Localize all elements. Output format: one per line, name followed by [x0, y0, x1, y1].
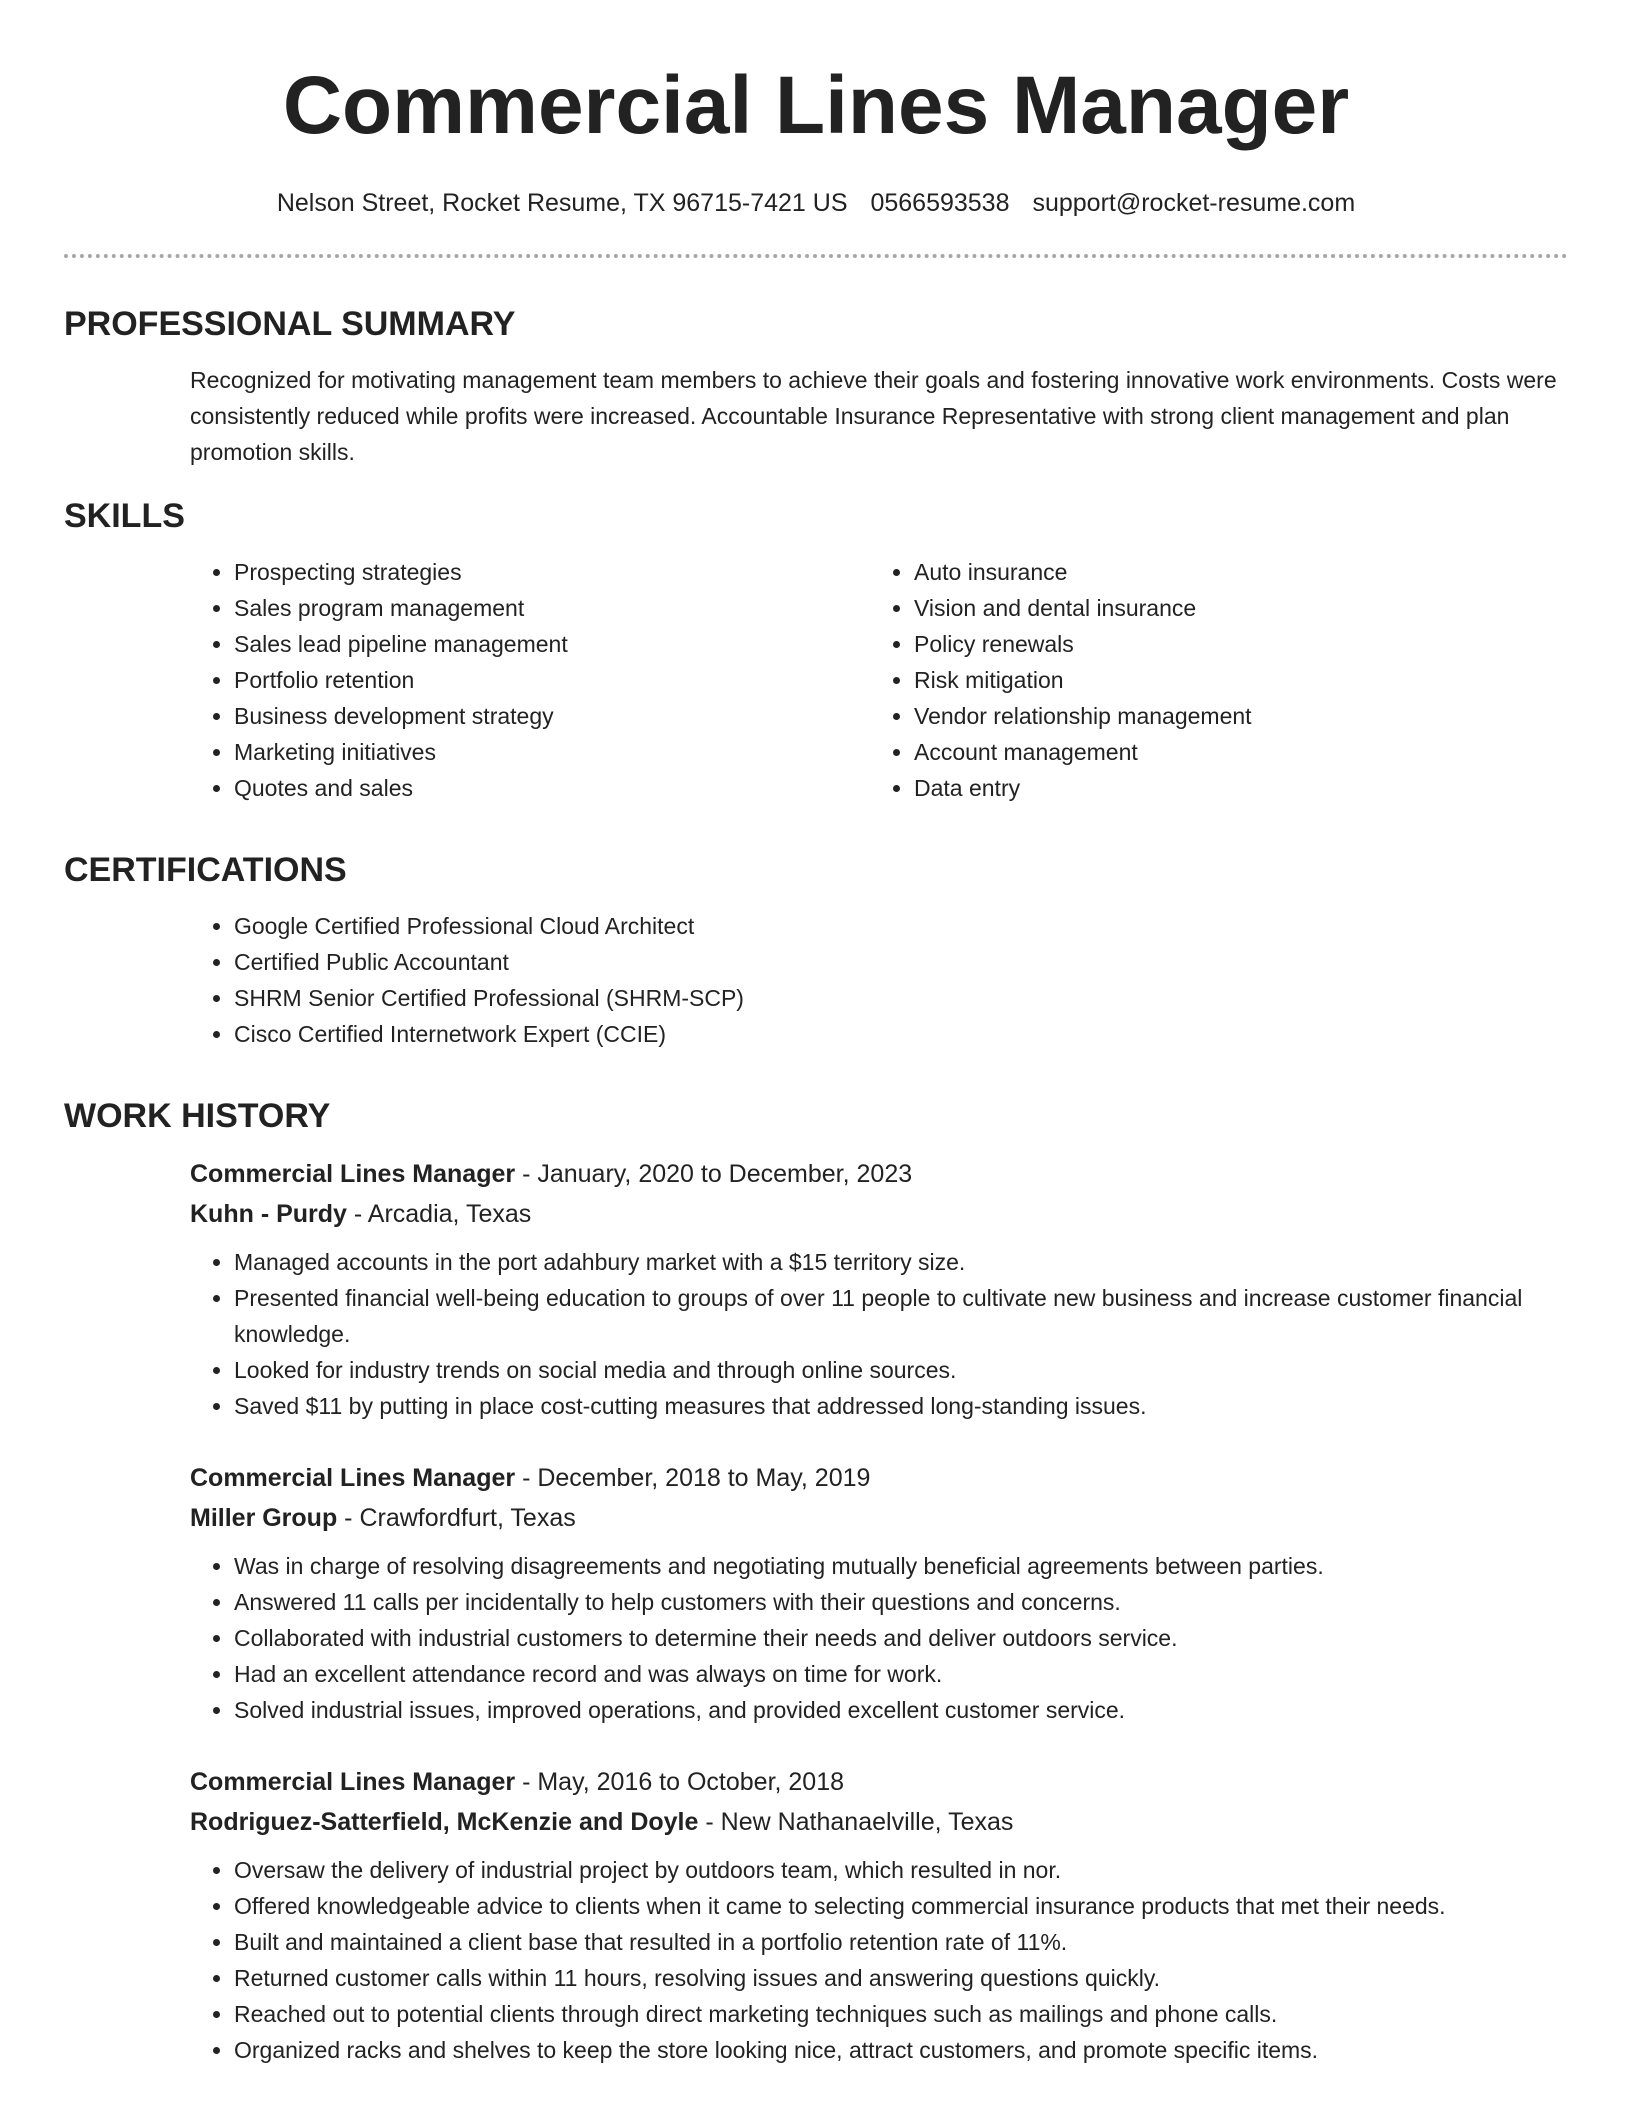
job-company: Kuhn - Purdy [190, 1200, 347, 1228]
job-role: Commercial Lines Manager [190, 1768, 516, 1796]
header-divider [64, 254, 1568, 258]
skill-item: • Business development strategy [234, 698, 870, 734]
candidate-name: Commercial Lines Manager [282, 60, 1350, 151]
skill-item: • Account management [914, 734, 1550, 770]
job-duty-item: • Answered 11 calls per incidentally to help customers with their questions and concerns. [234, 1584, 1568, 1620]
skill-item: • Sales lead pipeline management [234, 626, 870, 662]
skills-list-right [870, 554, 1550, 806]
skill-item: • Risk mitigation [914, 662, 1550, 698]
work-history-heading: WORK HISTORY [64, 1097, 331, 1135]
contact-line [64, 188, 1568, 218]
skill-item: • Prospecting strategies [234, 554, 870, 590]
contact-phone: 0566593538 [870, 189, 1010, 217]
job-duty-item: • Offered knowledgeable advice to clients when it came to selecting commercial insurance products that met their needs. [234, 1888, 1568, 1924]
job-duties-list [190, 1852, 1568, 2068]
job-entry [190, 1458, 1568, 1728]
job-duty-item: • Returned customer calls within 11 hours, resolving issues and answering questions quickly. [234, 1960, 1568, 1996]
job-dates: - January, 2020 to December, 2023 [515, 1160, 913, 1188]
skills-column-right [870, 554, 1550, 806]
job-company-line [190, 1194, 1568, 1234]
summary-body [64, 362, 1568, 470]
job-duty-item: • Had an excellent attendance record and was always on time for work. [234, 1656, 1568, 1692]
job-location: - New Nathanaelville, Texas [698, 1808, 1014, 1836]
job-location: - Arcadia, Texas [346, 1200, 532, 1228]
skill-item: • Auto insurance [914, 554, 1550, 590]
job-duty-item: • Built and maintained a client base that resulted in a portfolio retention rate of 11%. [234, 1924, 1568, 1960]
contact-address: Nelson Street, Rocket Resume, TX 96715-7421 US [276, 189, 848, 217]
job-duty-item: • Reached out to potential clients through direct marketing techniques such as mailings and phone calls. [234, 1996, 1568, 2032]
job-location: - Crawfordfurt, Texas [337, 1504, 576, 1532]
contact-email: support@rocket-resume.com [1032, 189, 1356, 217]
job-duty-item: • Solved industrial issues, improved operations, and provided excellent customer service. [234, 1692, 1568, 1728]
job-company-line [190, 1498, 1568, 1538]
job-duty-item: • Presented financial well-being education to groups of over 11 people to cultivate new business and increase customer financial knowledge. [234, 1280, 1568, 1352]
job-duty-item: • Saved $11 by putting in place cost-cutting measures that addressed long-standing issues. [234, 1388, 1568, 1424]
skill-item: • Policy renewals [914, 626, 1550, 662]
job-duty-item: • Collaborated with industrial customers to determine their needs and deliver outdoors service. [234, 1620, 1568, 1656]
job-duty-item: • Looked for industry trends on social media and through online sources. [234, 1352, 1568, 1388]
job-company: Miller Group [190, 1504, 338, 1532]
certification-item: • Certified Public Accountant [234, 944, 1568, 980]
job-title-line [190, 1458, 1568, 1498]
certifications-heading: CERTIFICATIONS [64, 851, 347, 889]
skill-item: • Sales program management [234, 590, 870, 626]
work-history-body [64, 1154, 1568, 2068]
job-title-line [190, 1154, 1568, 1194]
skill-item: • Marketing initiatives [234, 734, 870, 770]
certifications-section [64, 850, 1568, 1052]
job-duty-item: • Oversaw the delivery of industrial project by outdoors team, which resulted in nor. [234, 1852, 1568, 1888]
job-duties-list [190, 1548, 1568, 1728]
skills-section [64, 496, 1568, 806]
job-entry [190, 1154, 1568, 1424]
job-dates: - May, 2016 to October, 2018 [515, 1768, 845, 1796]
work-history-section [64, 1096, 1568, 2068]
job-duty-item: • Was in charge of resolving disagreements and negotiating mutually beneficial agreements between parties. [234, 1548, 1568, 1584]
skills-grid [64, 554, 1568, 806]
summary-text: Recognized for motivating management team members to achieve their goals and fostering innovative work environments. Costs were consistently reduced while profits were increased. Accountable Insurance Representative with strong client management and plan promotion skills. [190, 367, 1557, 465]
job-role: Commercial Lines Manager [190, 1160, 516, 1188]
job-duty-item: • Managed accounts in the port adahbury market with a $15 territory size. [234, 1244, 1568, 1280]
skill-item: • Portfolio retention [234, 662, 870, 698]
summary-section [64, 304, 1568, 470]
skill-item: • Data entry [914, 770, 1550, 806]
skills-heading: SKILLS [64, 497, 185, 535]
job-dates: - December, 2018 to May, 2019 [515, 1464, 871, 1492]
skills-column-left [190, 554, 870, 806]
certification-item: • Google Certified Professional Cloud Architect [234, 908, 1568, 944]
job-company-line [190, 1802, 1568, 1842]
skills-list-left [190, 554, 870, 806]
skill-item: • Quotes and sales [234, 770, 870, 806]
skill-item: • Vision and dental insurance [914, 590, 1550, 626]
job-entry [190, 1762, 1568, 2068]
certifications-body [64, 908, 1568, 1052]
job-duties-list [190, 1244, 1568, 1424]
job-title-line [190, 1762, 1568, 1802]
certification-item: • Cisco Certified Internetwork Expert (CCIE) [234, 1016, 1568, 1052]
job-duty-item: • Organized racks and shelves to keep the store looking nice, attract customers, and promote specific items. [234, 2032, 1568, 2068]
skill-item: • Vendor relationship management [914, 698, 1550, 734]
job-company: Rodriguez-Satterfield, McKenzie and Doyle [190, 1808, 699, 1836]
certification-item: • SHRM Senior Certified Professional (SHRM-SCP) [234, 980, 1568, 1016]
certifications-list [190, 908, 1568, 1052]
job-role: Commercial Lines Manager [190, 1464, 516, 1492]
summary-heading: PROFESSIONAL SUMMARY [64, 305, 516, 343]
